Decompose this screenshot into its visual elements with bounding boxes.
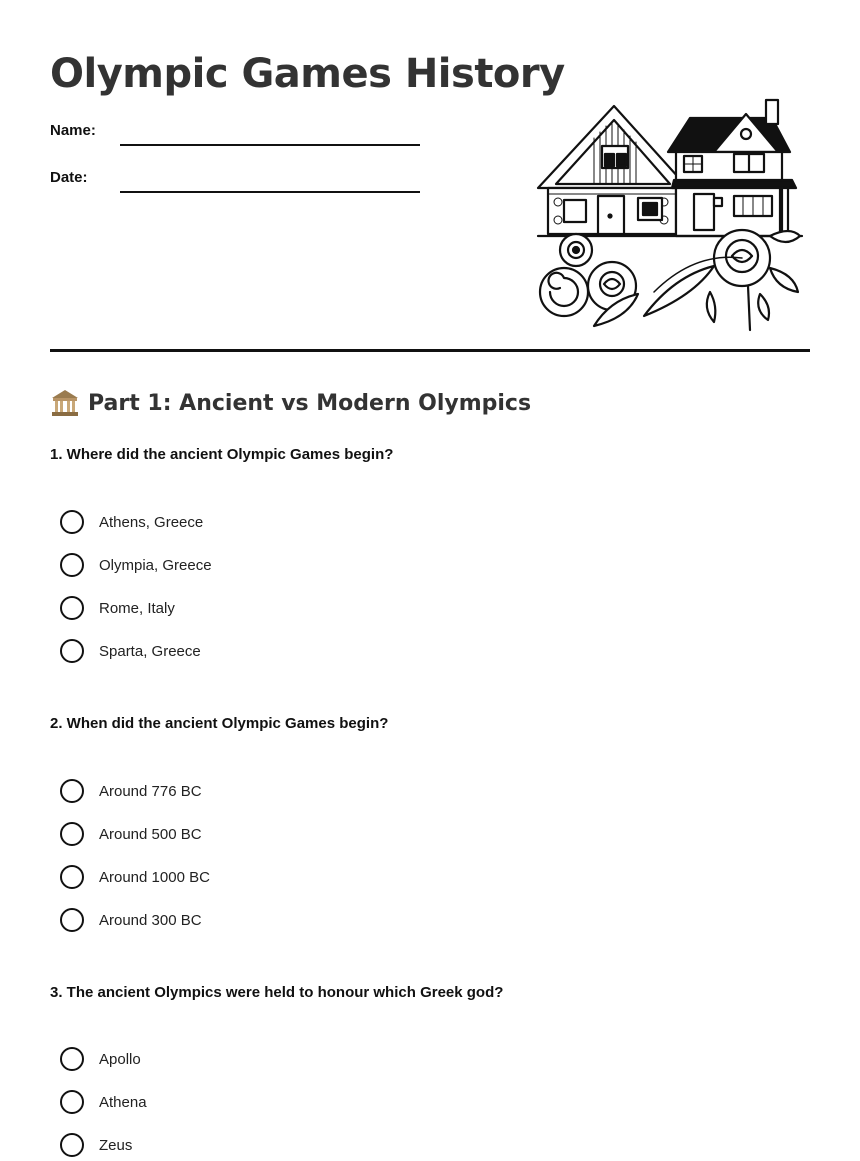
q3-option-b[interactable] [60, 1089, 147, 1115]
radio-button[interactable] [60, 1090, 84, 1114]
q1-option-a[interactable] [60, 509, 203, 535]
radio-button[interactable] [60, 553, 84, 577]
classical-building-icon [50, 388, 80, 418]
radio-button[interactable] [60, 596, 84, 620]
radio-button[interactable] [60, 779, 84, 803]
q1-option-b[interactable] [60, 552, 212, 578]
option-label: Around 300 BC [99, 911, 202, 929]
q3-option-c[interactable] [60, 1132, 132, 1158]
section-divider [50, 349, 810, 352]
date-label: Date: [50, 169, 88, 186]
q2-option-c[interactable] [60, 864, 210, 890]
option-label: Apollo [99, 1050, 141, 1068]
page-title: Olympic Games History [50, 51, 565, 97]
section-heading [50, 388, 531, 418]
q2-option-a[interactable] [60, 778, 202, 804]
question-2: 2. When did the ancient Olympic Games begin? [50, 715, 389, 732]
q1-option-c[interactable] [60, 595, 175, 621]
q2-option-d[interactable] [60, 907, 202, 933]
radio-button[interactable] [60, 908, 84, 932]
option-label: Around 500 BC [99, 825, 202, 843]
option-label: Sparta, Greece [99, 642, 201, 660]
question-3: 3. The ancient Olympics were held to honour which Greek god? [50, 984, 504, 1001]
option-label: Zeus [99, 1136, 133, 1154]
radio-button[interactable] [60, 822, 84, 846]
option-label: Around 776 BC [99, 782, 202, 800]
date-line[interactable] [120, 191, 420, 193]
radio-button[interactable] [60, 1133, 84, 1157]
section-heading-text: Part 1: Ancient vs Modern Olympics [88, 390, 532, 416]
q3-option-a[interactable] [60, 1046, 141, 1072]
option-label: Around 1000 BC [99, 868, 210, 886]
name-line[interactable] [120, 144, 420, 146]
option-label: Athena [99, 1093, 147, 1111]
radio-button[interactable] [60, 1047, 84, 1071]
radio-button[interactable] [60, 865, 84, 889]
question-1: 1. Where did the ancient Olympic Games begin? [50, 446, 394, 463]
option-label: Athens, Greece [99, 513, 204, 531]
q1-option-d[interactable] [60, 638, 201, 664]
q2-option-b[interactable] [60, 821, 202, 847]
house-with-flowers-illustration [534, 96, 804, 332]
radio-button[interactable] [60, 639, 84, 663]
option-label: Olympia, Greece [99, 556, 212, 574]
option-label: Rome, Italy [99, 599, 175, 617]
radio-button[interactable] [60, 510, 84, 534]
name-label: Name: [50, 122, 96, 139]
